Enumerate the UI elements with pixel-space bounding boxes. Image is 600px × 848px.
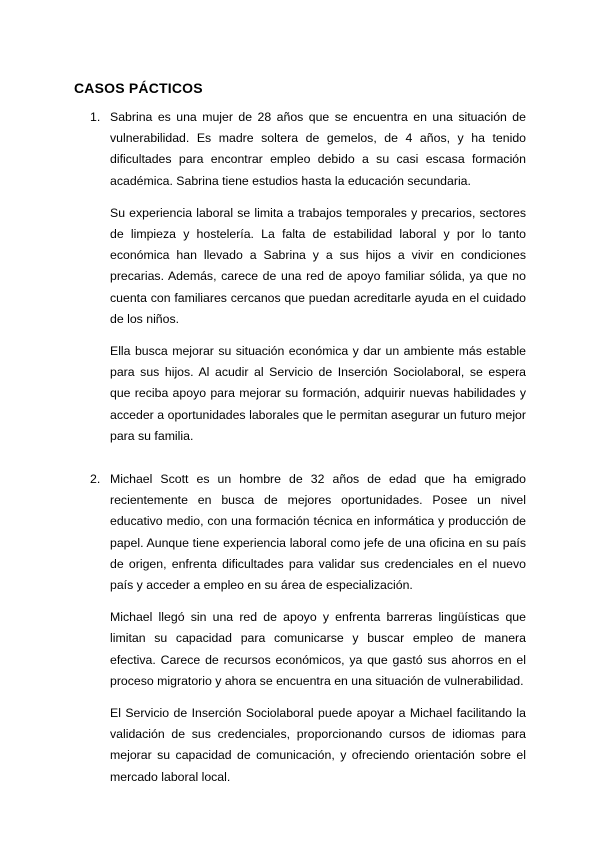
case-body [110,469,526,799]
case-number: 1. [90,110,101,124]
case-paragraph: Sabrina es una mujer de 28 años que se encuentra en una situación de vulnerabilidad. Es madre soltera de gemelos, de 4 años, y ha tenido dificultades para encontrar empleo debido a su casi escasa formación académica. Sabrina tiene estudios hasta la educación secundaria. [110,110,526,188]
case-body [110,107,526,458]
case-paragraph: El Servicio de Inserción Sociolaboral puede apoyar a Michael facilitando la validación de sus credenciales, proporcionando cursos de idiomas para mejorar su capacidad de comunicación, y ofreciendo orientación sobre el mercado laboral local. [110,706,526,784]
document-heading: CASOS PÁCTICOS [74,80,203,96]
case-paragraph: Michael llegó sin una red de apoyo y enfrenta barreras lingüísticas que limitan su capacidad para comunicarse y buscar empleo de manera efectiva. Carece de recursos económicos, ya que gastó sus ahorros en el proceso migratorio y ahora se encuentra en una situación de vulnerabilidad. [110,610,526,688]
case-paragraph: Ella busca mejorar su situación económica y dar un ambiente más estable para sus hijos. Al acudir al Servicio de Inserción Sociolaboral, se espera que reciba apoyo para mejorar su formación, adquirir nuevas habilidades y acceder a oportunidades laborales que le permitan asegurar un futuro mejor para su familia. [110,344,526,443]
case-paragraph: Su experiencia laboral se limita a trabajos temporales y precarios, sectores de limpieza y hostelería. La falta de estabilidad laboral y por lo tanto económica han llevado a Sabrina y a sus hijos a vivir en condiciones precarias. Además, carece de una red de apoyo familiar sólida, ya que no cuenta con familiares cercanos que puedan acreditarle ayuda en el cuidado de los niños. [110,205,526,326]
case-paragraph: Michael Scott es un hombre de 32 años de edad que ha emigrado recientemente en busca de mejores oportunidades. Posee un nivel educativo medio, con una formación técnica en informática y producción de papel. Aunque tiene experiencia laboral como jefe de una oficina en su país de origen, enfrenta dificultades para validar sus credenciales en el nuevo país y acceder a empleo en su área de especialización. [110,472,526,593]
case-number: 2. [90,472,101,486]
